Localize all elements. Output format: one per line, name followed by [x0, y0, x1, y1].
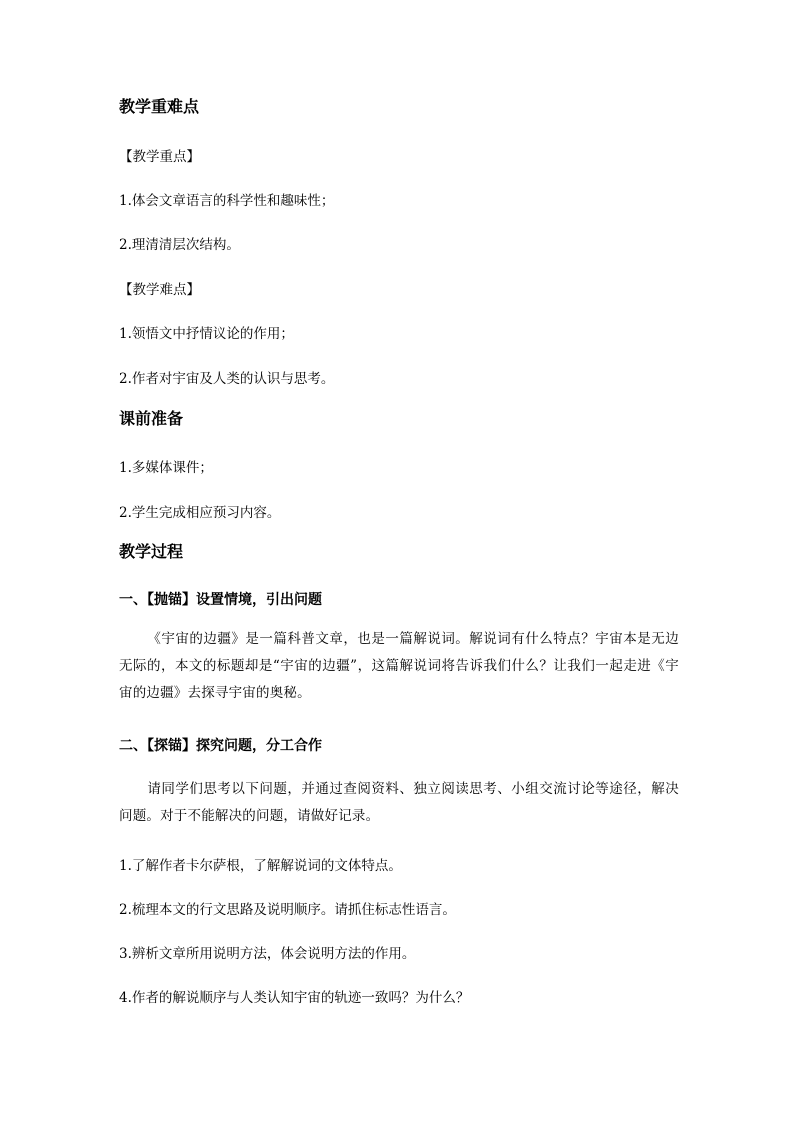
step1-paragraph — [119, 626, 679, 707]
question-item: 4.作者的解说顺序与人类认知宇宙的轨迹一致吗？为什么？ — [119, 990, 470, 1006]
step2-paragraph-text: 请同学们思考以下问题，并通过查阅资料、独立阅读思考、小组交流讨论等途径，解决问题。对于不能解决的问题，请做好记录。 — [119, 781, 679, 824]
difficult-point-item: 2.作者对宇宙及人类的认识与思考。 — [119, 371, 335, 387]
prep-item: 1.多媒体课件； — [119, 460, 213, 476]
key-point-item: 1.体会文章语言的科学性和趣味性； — [119, 193, 335, 209]
key-points-label: 【教学重点】 — [119, 149, 200, 165]
question-item: 2.梳理本文的行文思路及说明顺序。请抓住标志性语言。 — [119, 902, 456, 918]
key-point-item: 2.理清清层次结构。 — [119, 237, 240, 253]
question-item: 3.辨析文章所用说明方法，体会说明方法的作用。 — [119, 946, 416, 962]
section-title-prep: 课前准备 — [119, 409, 184, 428]
difficult-points-label: 【教学难点】 — [119, 282, 200, 298]
step2-heading: 二、【探锚】探究问题，分工合作 — [119, 738, 322, 754]
prep-item: 2.学生完成相应预习内容。 — [119, 505, 281, 521]
step1-heading: 一、【抛锚】设置情境，引出问题 — [119, 592, 322, 608]
difficult-point-item: 1.领悟文中抒情议论的作用； — [119, 326, 294, 342]
section-title-process: 教学过程 — [119, 542, 184, 561]
question-item: 1.了解作者卡尔萨根，了解解说词的文体特点。 — [119, 858, 402, 874]
step2-paragraph — [119, 776, 679, 830]
step1-paragraph-text: 《宇宙的边疆》是一篇科普文章，也是一篇解说词。解说词有什么特点？宇宙本是无边无际的，本文的标题却是“宇宙的边疆”，这篇解说词将告诉我们什么？让我们一起走进《宇宙的边疆》去探寻宇宙的奥秘。 — [119, 631, 679, 701]
section-title-focus: 教学重难点 — [119, 97, 200, 116]
